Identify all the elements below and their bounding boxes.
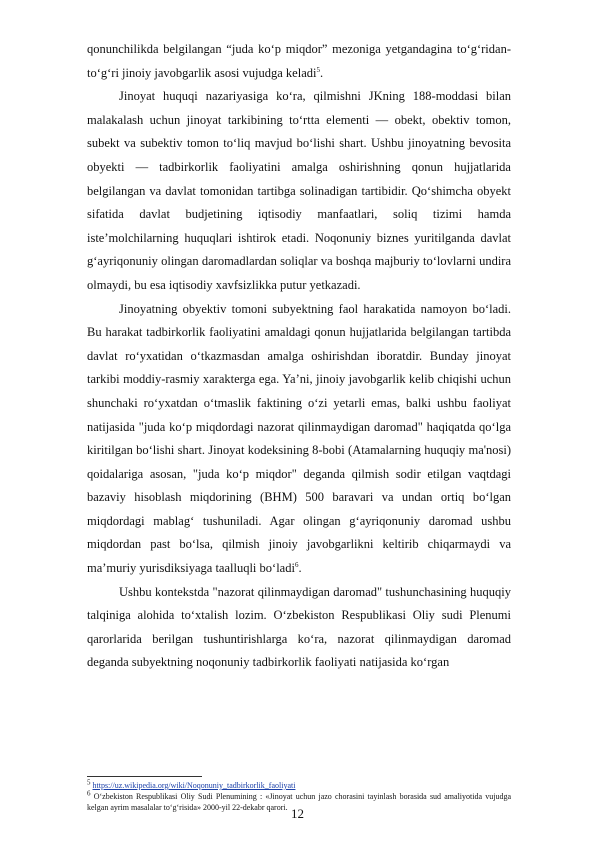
paragraph-continuation: qonunchilikda belgilangan “juda ko‘p miqdor” mezoniga yetgandagina to‘g‘ridan-to‘g‘ri jinoiy javobgarlik asosi vujudga keladi$^5$. (87, 42, 511, 80)
footnote-number: 6 (87, 789, 91, 798)
paragraph-uncontrolled-income (87, 581, 511, 675)
footnote-link[interactable]: https://uz.wikipedia.org/wiki/Noqonuniy_tadbirkorlik_faoliyati (92, 781, 296, 790)
paragraph-object (87, 85, 511, 297)
footnote-separator (87, 776, 202, 777)
document-body (87, 38, 511, 675)
footnote-ref-6[interactable]: 6 (294, 560, 299, 569)
paragraph-text: Jinoyatning obyektiv tomoni subyektning faol harakatida namoyon bo‘ladi. Bu harakat tadbirkorlik faoliyatini amaldagi qonun hujjatlarida belgilangan tartibda davlat ro‘yxatidan o‘tkazmasdan amalga oshirishdan iboratdir. Bunday jinoyat tarkibi moddiy-rasmiy xarakterga ega. Ya’ni, jinoiy javobgarlik kelib chiqishi uchun shunchaki ro‘yxatdan o‘tmaslik faktining o‘zi yetarli emas, balki ushbu faoliyat natijasida "juda ko‘p miqdordagi nazorat qilinmaydigan daromad" haqiqatda qo‘lga kiritilgan bo‘lishi shart. Jinoyat kodeksining 8-bobi (Atamalarning huquqiy ma'nosi) qoidalariga asosan, "juda ko‘p miqdor" deganda qilmish sodir etilgan vaqtdagi bazaviy hisoblash miqdorining (BHM) 500 baravari va undan ortiq bo‘lgan miqdordagi mablag‘ tushuniladi. Agar olingan g‘ayriqonuniy daromad ushbu miqdordan past bo‘lsa, qilmish jinoiy javobgarlikni keltirib chiqarmaydi va ma’muriy yurisdiksiyaga taalluqli bo‘ladi (87, 301, 511, 576)
footnote-5 (87, 780, 511, 791)
footnote-ref-5[interactable]: 5 (316, 65, 320, 74)
footnote-text: O‘zbekiston Respublikasi Oliy Sudi Plenumining : «Jinoyat uchun jazo chorasini tayinlash borasida sud amaliyotida vujudga kelgan ayrim masalalar to‘g‘risida» 2000-yil 22-dekabr qarori. (87, 792, 512, 812)
footnote-number: 5 (87, 778, 91, 787)
paragraph-objective-side: Jinoyatning obyektiv tomoni subyektning faol harakatida namoyon bo‘ladi. Bu harakat tadbirkorlik faoliyatini amaldagi qonun hujjatlarida belgilangan tartibda davlat ro‘yxatidan o‘tkazmasdan amalga oshirishdan iboratdir. Bunday jinoyat tarkibi moddiy-rasmiy xarakterga ega. Ya’ni, jinoiy javobgarlik kelib chiqishi uchun shunchaki ro‘yxatdan o‘tmaslik faktining o‘zi yetarli emas, balki ushbu faoliyat natijasida "juda ko‘p miqdordagi nazorat qilinmaydigan daromad" haqiqatda qo‘lga kiritilgan bo‘lishi shart. Jinoyat kodeksining 8-bobi (Atamalarning huquqiy ma'nosi) qoidalariga asosan, "juda ko‘p miqdor" deganda qilmish sodir etilgan vaqtdagi bazaviy hisoblash miqdorining (BHM) 500 baravari va undan ortiq bo‘lgan miqdordagi mablag‘ tushuniladi. Agar olingan g‘ayriqonuniy daromad ushbu miqdordan past bo‘lsa, qilmish jinoiy javobgarlikni keltirib chiqarmaydi va ma’muriy yurisdiksiyaga taalluqli bo‘ladi$^6$. (87, 301, 511, 576)
paragraph-text: Ushbu kontekstda "nazorat qilinmaydigan daromad" tushunchasining huquqiy talqiniga alohida to‘xtalish lozim. O‘zbekiston Respublikasi Oliy sudi Plenumi qarorlarida berilgan tushuntirishlarga ko‘ra, nazorat qilinmaydigan daromad deganda subyektning noqonuniy tadbirkorlik faoliyati natijasida ko‘rgan (87, 584, 511, 670)
paragraph-text: qonunchilikda belgilangan “juda ko‘p miqdor” mezoniga yetgandagina to‘g‘ridan-to‘g‘ri jinoiy javobgarlik asosi vujudga keladi (87, 42, 511, 80)
page-number: 12 (291, 806, 304, 821)
paragraph-text: Jinoyat huquqi nazariyasiga ko‘ra, qilmishni JKning 188-moddasi bilan malakalash uchun jinoyat tarkibining to‘rtta elementi — obekt, obektiv tomon, subekt va subektiv tomon to‘liq mavjud bo‘lishi shart. Ushbu jinoyatning bevosita obyekti — tadbirkorlik faoliyatini amalga oshirishning qonun hujjatlarida belgilangan va davlat tomonidan tartibga solinadigan tartibidir. Qo‘shimcha obyekt sifatida davlat budjetining iqtisodiy manfaatlari, soliq tizimi hamda iste’molchilarning huquqlari ishtirok etadi. Noqonuniy biznes yuritilganda davlat g‘ayriqonuniy olingan daromadlardan soliqlar va boshqa majburiy to‘lovlarni undira olmaydi, bu esa iqtisodiy xavfsizlikka putur yetkazadi. (87, 89, 511, 292)
